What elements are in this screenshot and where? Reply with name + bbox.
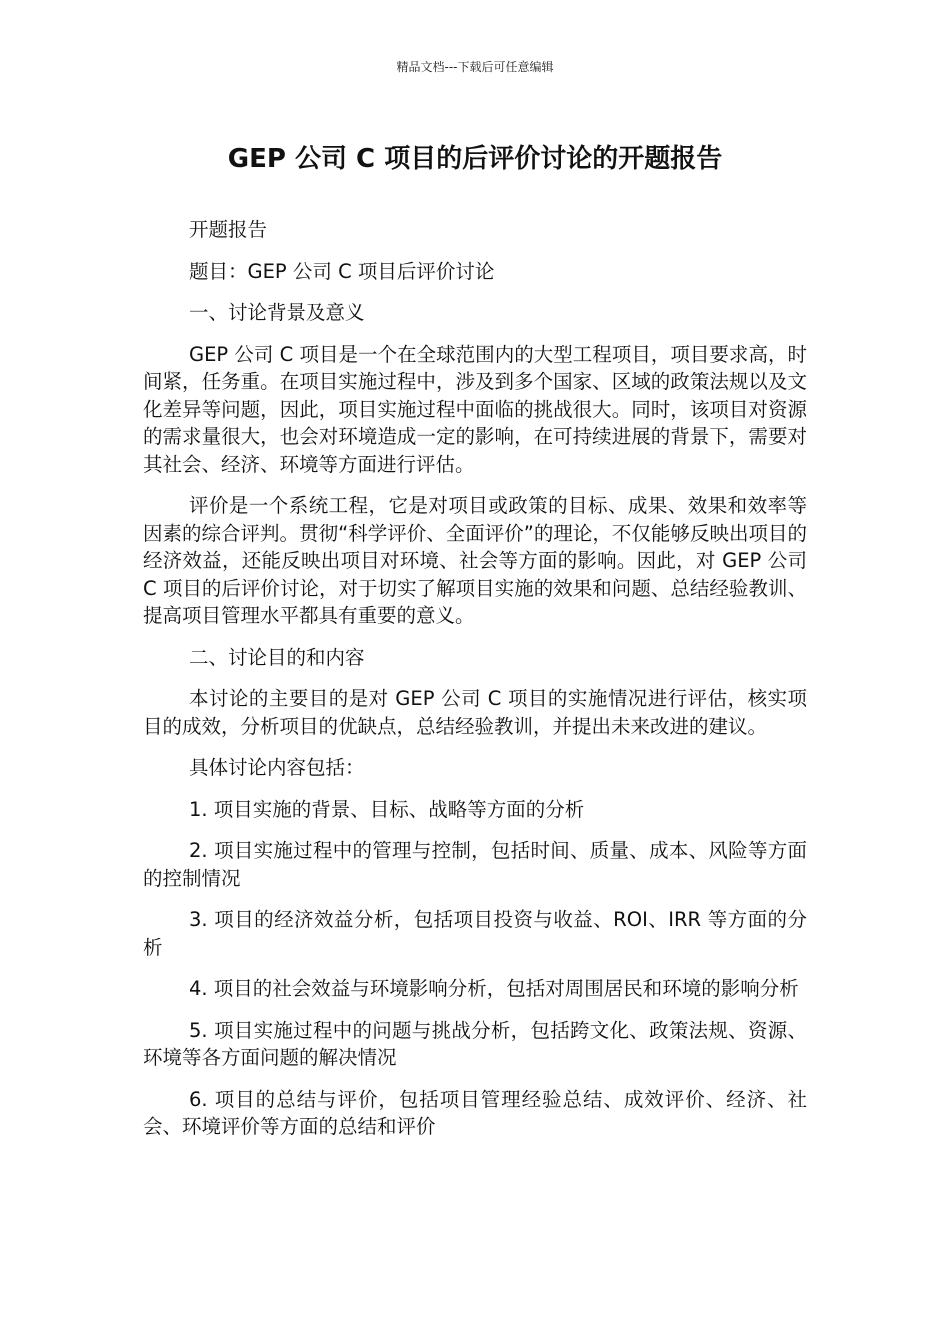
document-body: [143, 216, 807, 1155]
paragraph-topic: 题目：GEP 公司 C 项目后评价讨论: [189, 259, 495, 283]
document-title: GEP 公司 C 项目的后评价讨论的开题报告: [227, 144, 723, 174]
list-item-5: 5. 项目实施过程中的问题与挑战分析，包括跨文化、政策法规、资源、环境等各方面问题的解决情况: [143, 1018, 807, 1069]
paragraph-evaluation: 评价是一个系统工程，它是对项目或政策的目标、成果、效果和效率等因素的综合评判。贯彻“科学评价、全面评价”的理论，不仅能够反映出项目的经济效益，还能反映出项目对环境、社会等方面的影响。因此，对 GEP 公司 C 项目的后评价讨论，对于切实了解项目实施的效果和问题、总结经验教训、提高项目管理水平都具有重要的意义。: [143, 494, 807, 627]
paragraph-report-label: 开题报告: [189, 218, 268, 241]
paragraph-content-intro: 具体讨论内容包括：: [189, 756, 365, 779]
header-note: 精品文档---下载后可任意编辑: [396, 60, 554, 74]
section-heading-purpose: 二、讨论目的和内容: [189, 645, 365, 669]
paragraph-purpose: 本讨论的主要目的是对 GEP 公司 C 项目的实施情况进行评估，核实项目的成效，分析项目的优缺点，总结经验教训，并提出未来改进的建议。: [143, 687, 807, 738]
list-item-4: 4. 项目的社会效益与环境影响分析，包括对周围居民和环境的影响分析: [189, 977, 799, 1000]
list-item-3: 3. 项目的经济效益分析，包括项目投资与收益、ROI、IRR 等方面的分析: [143, 908, 807, 959]
section-heading-background: 一、讨论背景及意义: [189, 301, 365, 324]
paragraph-background: GEP 公司 C 项目是一个在全球范围内的大型工程项目，项目要求高，时间紧，任务重。在项目实施过程中，涉及到多个国家、区域的政策法规以及文化差异等问题，因此，项目实施过程中面临的挑战很大。同时，该项目对资源的需求量很大，也会对环境造成一定的影响，在可持续进展的背景下，需要对其社会、经济、环境等方面进行评估。: [143, 342, 807, 476]
list-item-1: 1. 项目实施的背景、目标、战略等方面的分析: [189, 797, 585, 821]
list-item-2: 2. 项目实施过程中的管理与控制，包括时间、质量、成本、风险等方面的控制情况: [143, 839, 807, 890]
list-item-6: 6. 项目的总结与评价，包括项目管理经验总结、成效评价、经济、社会、环境评价等方面的总结和评价: [143, 1087, 807, 1138]
